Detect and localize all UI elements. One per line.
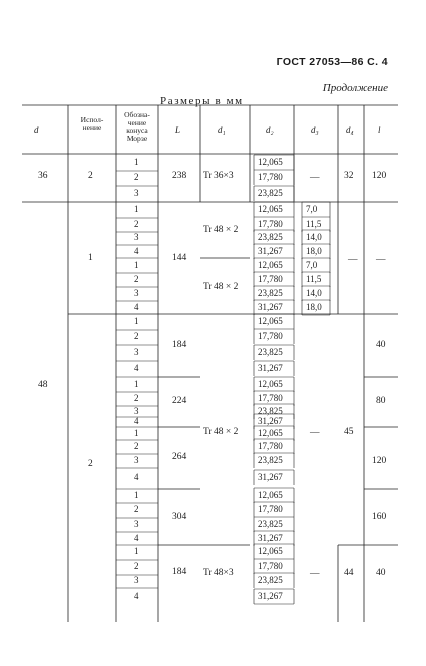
cell-ispolnenie-1: 1 [88, 253, 93, 263]
d2-value: 17,780 [258, 331, 283, 341]
cell-ispolnenie-2: 2 [88, 171, 93, 181]
d2-value: 23,825 [258, 575, 283, 585]
col-header-ispolnenie: Испол- нение [80, 115, 104, 132]
morse-number: 2 [134, 331, 139, 341]
d2-value: 12,065 [258, 204, 283, 214]
cell-L-184b: 184 [172, 567, 187, 577]
cell-L-238: 238 [172, 171, 187, 181]
d2-value: 23,825 [258, 347, 283, 357]
cell-l-120: 120 [372, 171, 387, 181]
d2-value: 31,267 [258, 591, 283, 601]
morse-number: 3 [134, 288, 139, 298]
d2-value: 17,780 [258, 219, 283, 229]
cell-d1-tr48x3: Tr 48×3 [203, 568, 234, 578]
cell-l-160: 160 [372, 512, 387, 522]
d2-value: 17,780 [258, 504, 283, 514]
col-header-d4: d₄ [346, 125, 354, 135]
d2-value: 23,825 [258, 519, 283, 529]
morse-number: 4 [134, 246, 139, 256]
cell-ispolnenie-2b: 2 [88, 459, 93, 469]
col-header-d: d [34, 125, 39, 135]
d3-value: 14,0 [306, 288, 322, 298]
cell-d-48: 48 [38, 380, 48, 390]
morse-number: 1 [134, 316, 139, 326]
morse-number: 1 [134, 204, 139, 214]
d2-value: 31,267 [258, 363, 283, 373]
cell-l-40a: 40 [376, 340, 386, 350]
cell-d1-tr48x2c: Tr 48 × 2 [203, 427, 239, 437]
col-header-L: L [175, 125, 181, 135]
morse-number: 1 [134, 490, 139, 500]
morse-number: 2 [134, 219, 139, 229]
morse-number: 1 [134, 260, 139, 270]
d2-value: 12,065 [258, 546, 283, 556]
cell-L-144: 144 [172, 253, 187, 263]
cell-d4-dash-a: — [348, 255, 358, 265]
d2-value: 31,267 [258, 246, 283, 256]
cell-l-120b: 120 [372, 456, 387, 466]
d2-value: 31,267 [258, 302, 283, 312]
morse-number: 3 [134, 455, 139, 465]
cell-L-304: 304 [172, 512, 187, 522]
continuation-label: Продолжение [322, 82, 388, 94]
cell-d4-44: 44 [344, 568, 354, 578]
morse-number: 3 [134, 519, 139, 529]
d3-value: 14,0 [306, 232, 322, 242]
cell-l-40b: 40 [376, 568, 386, 578]
morse-number: 1 [134, 546, 139, 556]
d2-value: 12,065 [258, 316, 283, 326]
d2-value: 23,825 [258, 232, 283, 242]
d3-value: 18,0 [306, 246, 322, 256]
units-caption: Размеры в мм [160, 95, 244, 107]
col-header-morse: Обозна- чение конуса Морзе [124, 110, 150, 143]
d3-value: 11,5 [306, 274, 322, 284]
morse-number: 2 [134, 504, 139, 514]
d2-value: 17,780 [258, 393, 283, 403]
cell-d3-dash-c: — [310, 569, 320, 579]
cell-d-36: 36 [38, 171, 48, 181]
morse-number: 2 [134, 172, 139, 182]
cell-L-264: 264 [172, 452, 187, 462]
d2-value: 12,065 [258, 157, 283, 167]
d3-value: 18,0 [306, 302, 322, 312]
cell-d1-tr36x3: Tr 36×3 [203, 171, 234, 181]
d2-value: 17,780 [258, 274, 283, 284]
d2-value: 31,267 [258, 533, 283, 543]
cell-d1-tr48x2b: Tr 48 × 2 [203, 282, 239, 292]
cell-d1-tr48x2a: Tr 48 × 2 [203, 225, 239, 235]
col-header-d2: d₂ [266, 125, 274, 135]
d2-value: 12,065 [258, 490, 283, 500]
d2-value: 23,825 [258, 188, 283, 198]
d2-value: 23,825 [258, 455, 283, 465]
morse-number: 1 [134, 157, 139, 167]
col-header-d1: d₁ [218, 125, 226, 135]
morse-number: 1 [134, 428, 139, 438]
morse-number: 4 [134, 472, 139, 482]
col-header-d3: d₃ [311, 125, 319, 135]
d2-value: 31,267 [258, 472, 283, 482]
d2-value: 12,065 [258, 379, 283, 389]
d2-value: 23,825 [258, 288, 283, 298]
cell-d3-dash: — [310, 173, 320, 183]
cell-L-224: 224 [172, 396, 187, 406]
col-header-l: l [378, 125, 381, 135]
d2-value: 17,780 [258, 172, 283, 182]
d2-value: 12,065 [258, 260, 283, 270]
d2-value: 17,780 [258, 441, 283, 451]
morse-number: 1 [134, 379, 139, 389]
morse-number: 2 [134, 441, 139, 451]
morse-number: 3 [134, 406, 139, 416]
d3-value: 7,0 [306, 260, 318, 270]
d3-value: 7,0 [306, 204, 318, 214]
d2-value: 31,267 [258, 416, 283, 426]
cell-d4-45: 45 [344, 427, 354, 437]
cell-d3-dash-b: — [310, 428, 320, 438]
cell-L-184a: 184 [172, 340, 187, 350]
morse-number: 4 [134, 416, 139, 426]
cell-l-dash-a: — [376, 255, 386, 265]
morse-number: 2 [134, 561, 139, 571]
document-reference: ГОСТ 27053—86 С. 4 [276, 56, 388, 68]
morse-number: 4 [134, 302, 139, 312]
morse-number: 3 [134, 188, 139, 198]
morse-number: 3 [134, 347, 139, 357]
cell-l-80: 80 [376, 396, 386, 406]
morse-number: 3 [134, 575, 139, 585]
morse-number: 2 [134, 393, 139, 403]
cell-d4-32: 32 [344, 171, 354, 181]
d2-value: 12,065 [258, 428, 283, 438]
morse-number: 4 [134, 591, 139, 601]
morse-number: 2 [134, 274, 139, 284]
d2-value: 17,780 [258, 561, 283, 571]
d3-value: 11,5 [306, 219, 322, 229]
morse-number: 4 [134, 363, 139, 373]
morse-number: 3 [134, 232, 139, 242]
d2-value: 23,825 [258, 406, 283, 416]
morse-number: 4 [134, 533, 139, 543]
